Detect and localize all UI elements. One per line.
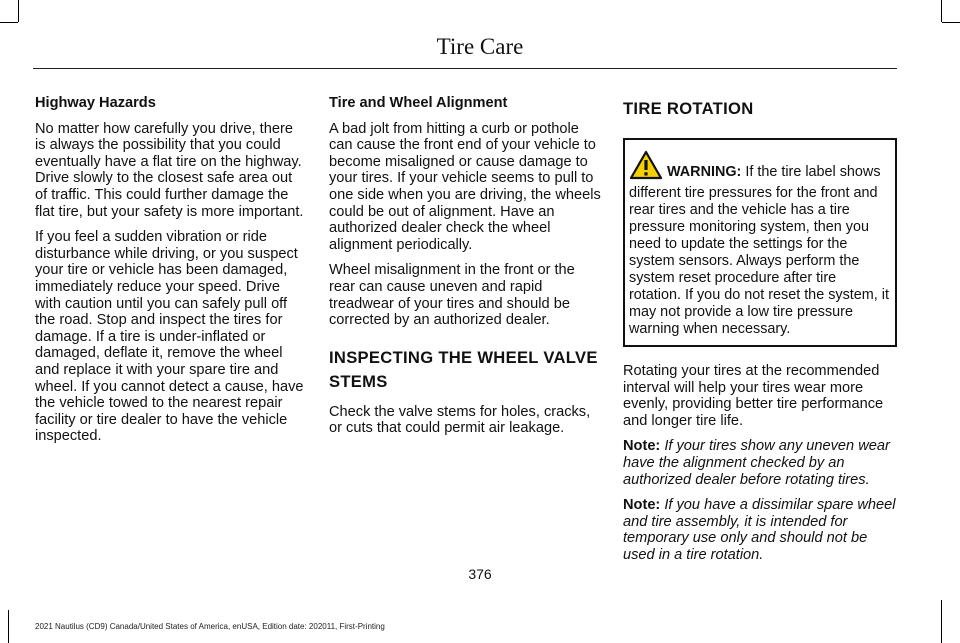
highway-hazards-heading: Highway Hazards — [35, 95, 156, 111]
column-left — [35, 95, 307, 454]
warning-box — [623, 138, 897, 347]
crop-mark — [942, 22, 960, 23]
note-label: Note: — [623, 438, 661, 455]
highway-hazards-paragraph-1: No matter how carefully you drive, there is always the possibility that you could eventually have a flat tire on the highway. Drive slowly to the closest safe area out of traffic. This could further damage the flat tire, but your safety is more important. — [35, 120, 304, 220]
alignment-heading: Tire and Wheel Alignment — [329, 95, 508, 111]
note-2-text: If you have a dissimilar spare wheel and tire assembly, it is intended for temporary use only and should not be used in a tire rotation. — [623, 497, 896, 563]
warning-triangle-icon — [629, 150, 663, 185]
note-1 — [623, 438, 897, 488]
valve-stems-section-title: INSPECTING THE WHEEL VALVE STEMS — [329, 347, 598, 391]
highway-hazards-paragraph-2: If you feel a sudden vibration or ride disturbance while driving, or you suspect your tire or vehicle has been damaged, immediately reduce your speed. Drive with caution until you can safely pull off the road. Stop and inspect the tires for damage. If a tire is under-inflated or damaged, deflate it, remove the wheel and replace it with your spare tire and wheel. If you cannot detect a cause, have the vehicle towed to the nearest repair facility or tire dealer to have the vehicle inspected. — [35, 229, 304, 445]
note-2 — [623, 497, 897, 563]
crop-mark — [18, 0, 19, 22]
edition-footer: 2021 Nautilus (CD9) Canada/United States of America, enUSA, Edition date: 202011, First-Printing — [35, 622, 385, 631]
header-divider — [33, 68, 897, 69]
tire-rotation-section-title: TIRE ROTATION — [623, 99, 754, 118]
warning-label: WARNING: — [667, 164, 742, 180]
alignment-paragraph-2: Wheel misalignment in the front or the rear can cause uneven and rapid treadwear of your tires and should be corrected by an authorized dealer. — [329, 262, 575, 329]
note-label: Note: — [623, 497, 661, 514]
crop-mark — [941, 0, 942, 22]
note-1-text: If your tires show any uneven wear have the alignment checked by an authorized dealer before rotating tires. — [623, 438, 890, 488]
column-right — [623, 95, 897, 573]
crop-mark — [8, 610, 9, 643]
warning-text: If the tire label shows different tire pressures for the front and rear tires and the vehicle has a tire pressure monitoring system, then you need to update the settings for the system sensors. Always perform the system reset procedure after tire rotation. If you do not reset the system, it may not provide a low tire pressure warning when necessary. — [629, 164, 889, 337]
page-number: 376 — [468, 566, 492, 582]
crop-mark — [0, 22, 18, 23]
alignment-paragraph-1: A bad jolt from hitting a curb or pothole can cause the front end of your vehicle to become misaligned or cause damage to your tires. If your vehicle seems to pull to one side when you are driving, the wheels could be out of alignment. Have an authorized dealer check the wheel alignment periodically. — [329, 120, 601, 253]
column-middle — [329, 95, 601, 446]
page-title: Tire Care — [436, 34, 524, 59]
rotation-paragraph: Rotating your tires at the recommended interval will help your tires wear more evenly, providing better tire performance and longer tire life. — [623, 363, 884, 429]
valve-stems-paragraph: Check the valve stems for holes, cracks, or cuts that could permit air leakage. — [329, 403, 591, 437]
crop-mark — [941, 600, 942, 643]
